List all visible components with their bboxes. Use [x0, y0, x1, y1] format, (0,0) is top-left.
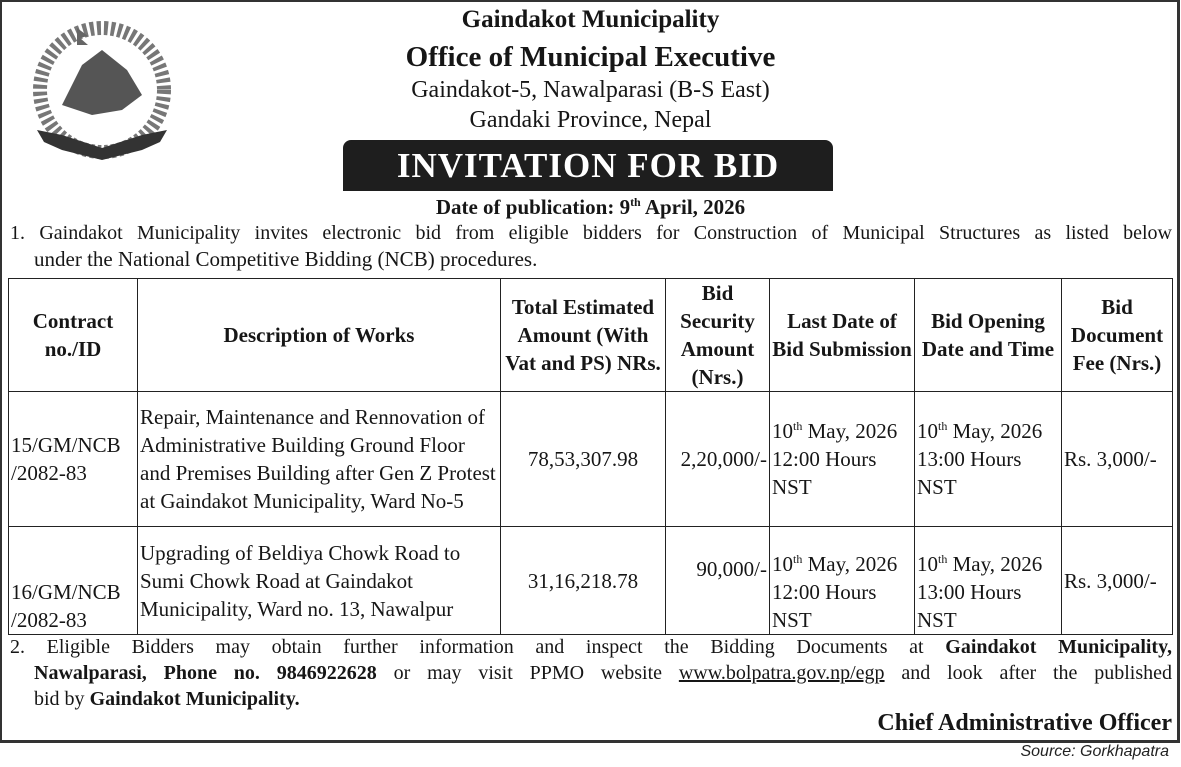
bid-table — [8, 278, 1173, 635]
para2-bold-phone: Nawalparasi, Phone no. 9846922628 — [34, 662, 377, 684]
signature: Chief Administrative Officer — [877, 710, 1172, 736]
cell-fee: Rs. 3,000/- — [1062, 392, 1173, 527]
header-fee: Bid Document Fee (Nrs.) — [1062, 279, 1173, 392]
cell-opening — [915, 527, 1062, 635]
para1-line2: under the National Competitive Bidding (NCB) procedures. — [34, 247, 538, 271]
header-description: Description of Works — [138, 279, 501, 392]
day: 10 — [772, 419, 793, 443]
day: 10 — [917, 552, 938, 576]
sup: th — [938, 419, 948, 433]
header-opening: Bid Opening Date and Time — [915, 279, 1062, 392]
sup: th — [793, 552, 803, 566]
header-security: Bid Security Amount (Nrs.) — [666, 279, 770, 392]
rest: May, 2026 12:00 Hours NST — [772, 552, 898, 632]
source-credit: Source: Gorkhapatra — [1020, 743, 1169, 760]
ppmo-link[interactable]: www.bolpatra.gov.np/egp — [678, 662, 885, 684]
table-header-row — [9, 279, 1173, 392]
cell-opening — [915, 392, 1062, 527]
office-name: Office of Municipal Executive — [405, 41, 776, 73]
day: 10 — [772, 552, 793, 576]
cell-desc: Repair, Maintenance and Rennovation of Administrative Building Ground Floor and Premises Building after Gen Z Protest at Gaindakot Municipality, Ward No-5 — [138, 392, 501, 527]
header-last-date: Last Date of Bid Submission — [770, 279, 915, 392]
cell-amount: 78,53,307.98 — [501, 392, 666, 527]
sup: th — [938, 552, 948, 566]
pub-label: Date of publication: 9 — [435, 195, 631, 219]
day: 10 — [917, 419, 938, 443]
table-row — [9, 392, 1173, 527]
title-banner: INVITATION FOR BID — [343, 140, 833, 191]
rest: May, 2026 13:00 Hours NST — [917, 419, 1043, 499]
para2-line1 — [10, 634, 1172, 660]
para2-text: 2. Eligible Bidders may obtain further information and inspect the Bidding Documents at — [10, 636, 946, 658]
rest: May, 2026 12:00 Hours NST — [772, 419, 898, 499]
para2-text: bid by — [34, 688, 90, 710]
para2-bold: Gaindakot Municipality. — [89, 688, 300, 710]
cell-last-date — [770, 527, 915, 635]
cell-desc: Upgrading of Beldiya Chowk Road to Sumi Chowk Road at Gaindakot Municipality, Ward no. 13, Nawalpur — [138, 527, 501, 635]
publication-date — [0, 195, 1181, 220]
para2-bold: Gaindakot Municipality, — [945, 636, 1172, 658]
address-line-2: Gandaki Province, Nepal — [469, 107, 712, 133]
para2-text: or may visit PPMO website — [376, 662, 679, 684]
cell-last-date — [770, 392, 915, 527]
cell-id: 16/GM/NCB /2082-83 — [9, 527, 138, 635]
org-name: Gaindakot Municipality — [461, 6, 720, 33]
paragraph-1 — [10, 220, 1172, 272]
cell-fee: Rs. 3,000/- — [1062, 527, 1173, 635]
sup: th — [793, 419, 803, 433]
rest: May, 2026 13:00 Hours NST — [917, 552, 1043, 632]
pub-rest: April, 2026 — [640, 195, 746, 219]
table-row — [9, 527, 1173, 635]
para2-text: and look after the published — [884, 662, 1172, 684]
paragraph-2 — [10, 634, 1172, 712]
header-amount: Total Estimated Amount (With Vat and PS) NRs. — [501, 279, 666, 392]
para2-line3 — [10, 686, 1172, 712]
cell-amount: 31,16,218.78 — [501, 527, 666, 635]
cell-security: 2,20,000/- — [666, 392, 770, 527]
cell-id: 15/GM/NCB /2082-83 — [9, 392, 138, 527]
cell-security: 90,000/- — [666, 527, 770, 635]
header-contract-id: Contract no./ID — [9, 279, 138, 392]
address-line-1: Gaindakot-5, Nawalparasi (B-S East) — [411, 77, 770, 103]
para1-line1: 1. Gaindakot Municipality invites electronic bid from eligible bidders for Construction of Municipal Structures as listed below — [10, 222, 1172, 244]
para2-line2 — [10, 660, 1172, 686]
pub-sup: th — [630, 195, 641, 209]
